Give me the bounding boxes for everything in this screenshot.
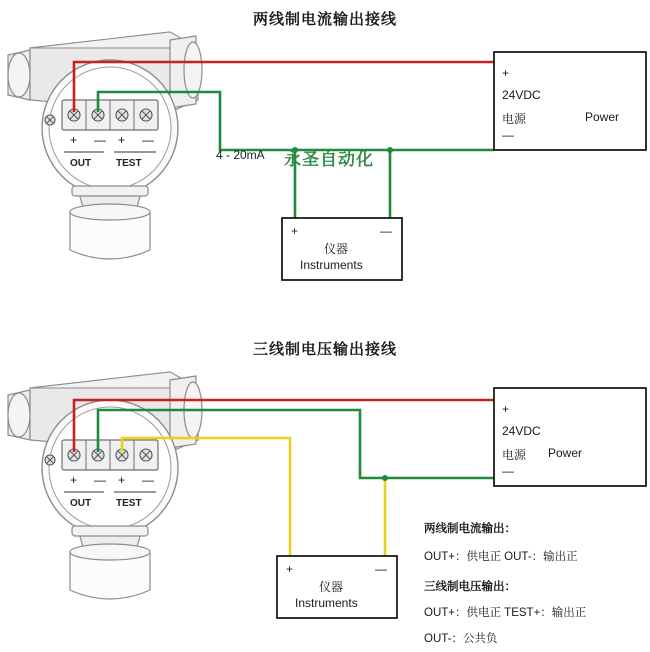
- t2-terminal-1: —: [94, 473, 106, 487]
- t1-terminal-0: +: [70, 133, 78, 147]
- t2-terminal-3: —: [142, 473, 154, 487]
- current-range-label: 4 - 20mA: [216, 148, 265, 162]
- instrument-2-minus: —: [375, 562, 387, 576]
- legend-line-1: OUT+：供电正 OUT-：输出正: [424, 551, 578, 563]
- watermark-text: 永圣自动化: [284, 150, 374, 169]
- instrument-2-line1: 仪器: [319, 580, 344, 594]
- section-1-title: 两线制电流输出接线: [252, 11, 397, 28]
- t2-label-test: TEST: [116, 498, 142, 509]
- instrument-2-line2: Instruments: [295, 596, 358, 610]
- t2-terminal-2: +: [118, 473, 126, 487]
- instrument-1-plus: +: [291, 224, 299, 238]
- legend-line-2: 三线制电压输出：: [424, 581, 516, 593]
- t1-terminal-1: —: [94, 133, 106, 147]
- legend-line-0: 两线制电流输出：: [424, 523, 516, 535]
- instrument-1-minus: —: [380, 224, 392, 238]
- instrument-1-line1: 仪器: [324, 242, 349, 256]
- t1-terminal-3: —: [142, 133, 154, 147]
- t1-label-test: TEST: [116, 158, 142, 169]
- t2-terminal-0: +: [70, 473, 78, 487]
- power-2-minus: —: [502, 464, 514, 478]
- legend-line-3: OUT+：供电正 TEST+：输出正: [424, 607, 587, 619]
- power-2-line2: 电源: [502, 448, 527, 462]
- t2-label-out: OUT: [70, 498, 92, 509]
- power-2-line1: 24VDC: [502, 424, 541, 438]
- instrument-2-plus: +: [286, 562, 294, 576]
- power-1-line1: 24VDC: [502, 88, 541, 102]
- power-2-line3: Power: [548, 446, 583, 460]
- t1-label-out: OUT: [70, 158, 92, 169]
- power-2-plus: +: [502, 402, 510, 416]
- t1-terminal-2: +: [118, 133, 126, 147]
- power-1-minus: —: [502, 128, 514, 142]
- instrument-1-line2: Instruments: [300, 258, 363, 272]
- power-1-plus: +: [502, 66, 510, 80]
- power-1-line3: Power: [585, 110, 620, 124]
- section-2-title: 三线制电压输出接线: [252, 341, 397, 358]
- legend-line-4: OUT-：公共负: [424, 633, 498, 645]
- power-1-line2: 电源: [502, 112, 527, 126]
